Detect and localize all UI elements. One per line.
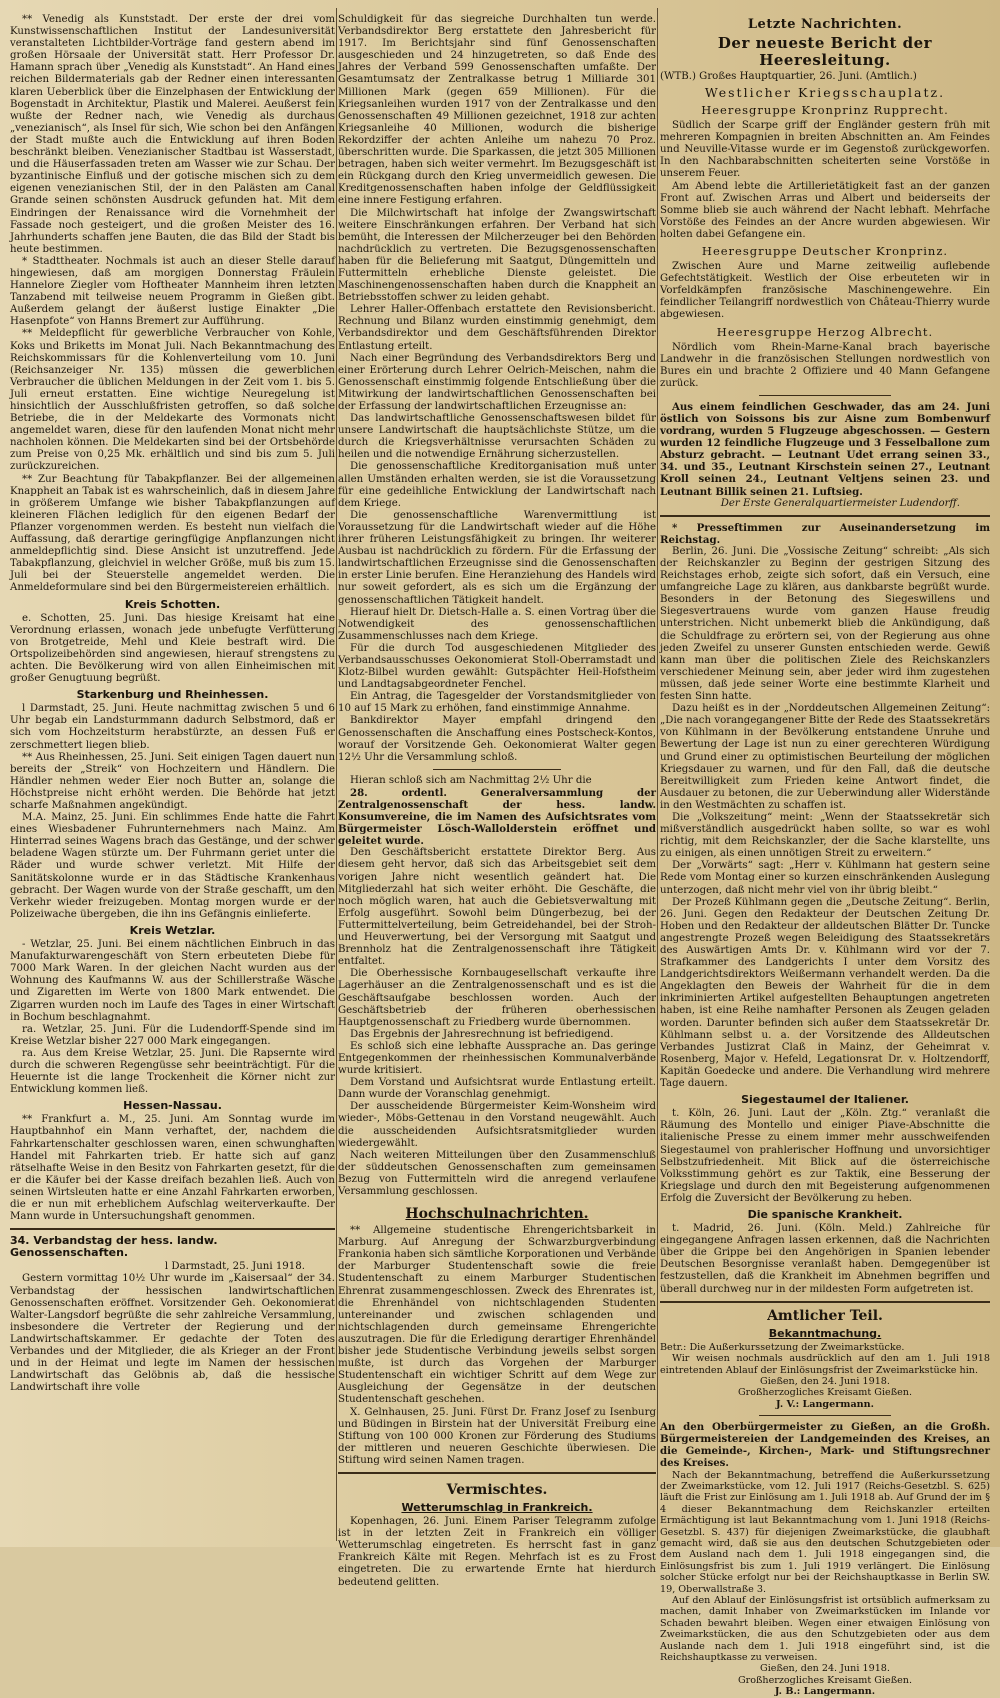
paragraph: Der „Vorwärts“ sagt: „Herr v. Kühlmann hat gestern seine Rede vom Montag einer so kurzen einschränkenden Auslegung unterzogen, daß nicht mehr viel von ihr übrig bleibt.“ (660, 860, 990, 896)
paragraph: Südlich der Scarpe griff der Engländer gestern früh mit mehreren Kompagnien in breiten Abschnitten an. Am Feindes und Neuville-Vitasse wurde er im Gegenstoß zurückgeworfen. In den Nachbarabschnitten scheiterten seine Vorstöße in unserem Feuer. (660, 120, 990, 180)
dateline: (WTB.) Großes Hauptquartier, 26. Juni. (Amtlich.) (660, 71, 917, 82)
article-frankfurt: ** Frankfurt a. M., 25. Juni. Am Sonntag wurde im Hauptbahnhof ein Mann verhaftet, der, nachdem die Fahrkartenschalter geschlossen waren, einen schwunghaften Handel mit Fahrkarten trieb. Er hatte sich auf ganz rätselhafte Weise in den Besitz von Fahrkarten gesetzt, für die er die Käufer bei der Kasse dreifach bezahlen ließ. Auch von seinen Wirtsleuten hatte er eine Anzahl Fahrkarten erworben, die er nun mit erheblichem Aufschlag weiterverkaufte. Der Mann wurde in Untersuchungshaft genommen. (10, 1114, 335, 1223)
paragraph: Wir weisen nochmals ausdrücklich auf den am 1. Juli 1918 eintretenden Ablauf der Einlösungsfrist der Zweimarkstücke hin. (660, 1353, 990, 1376)
heading-addressees: An den Oberbürgermeister zu Gießen, an die Großh. Bürgermeistereien der Landgemeinden des Kreises, an die Gemeinde-, Kirchen-, Mark- und Stiftungsrechner des Kreises. (660, 1421, 990, 1470)
paragraph: Nach weiteren Mitteilungen über den Zusammenschluß der süddeutschen Genossenschaften zum gemeinsamen Bezug von Futtermitteln wird die anregend verlaufene Versammlung geschlossen. (338, 1149, 656, 1197)
heading-pressestimmen: * Presseftimmen zur Auseinandersetzung im Reichstag. (660, 521, 990, 546)
paragraph: Die genossenschaftliche Kreditorganisation muß unter allen Umständen erhalten werden, sie ist die Voraussetzung für eine gedeihliche Entwicklung der Landwirtschaft nach dem Kriege. (338, 461, 656, 509)
column-rule (336, 8, 337, 1541)
heading-siegestaumel: Siegestaumel der Italiener. (741, 1093, 909, 1107)
article-verbandstag-cont: Schuldigkeit für das siegreiche Durchhalten tun werde. Verbandsdirektor Berg erstattete den Jahresbericht für 1917. Im Berichtsjahr sind fünf Genossenschaften ausgeschieden und 24 hinzugetreten, so daß Ende des Jahres der Verband 599 Genossenschaften umfaßte. Der Gesamtumsatz der Zentralkasse betrug 1 Milliarde 301 Millionen Mark (gegen 659 Millionen). Für die Kriegsanleihen wurden 1917 von der Zentralkasse und den Genossenschaften 49 Millionen gezeichnet, 1918 zur achten Kriegsanleihe 40 Millionen, wodurch die bisherige Rekordziffer der achten Anleihe um nahezu 70 Proz. überschritten wurde. Die Sparkassen, die jetzt 305 Millionen betragen, haben sich weiter vermehrt. Im Bezugsgeschäft ist ein Rückgang durch den Krieg unvermeidlich gewesen. Die Kreditgenossenschaften haben infolge der Geldflüssigkeit eine innere Festigung erfahren. (338, 14, 656, 207)
paragraph: Der ausscheidende Bürgermeister Keim-Wonsheim wird wieder-, Möbs-Gettenau in den Vorstand neugewählt. Auch die ausscheidenden Aufsichtsratsmitglieder wurden wiedergewählt. (338, 1101, 656, 1149)
article-wetter: Kopenhagen, 26. Juni. Einem Pariser Telegramm zufolge ist in der letzten Zeit in Frankreich ein völliger Wetterumschlag eingetreten. Es herrscht fast in ganz Frankreich Kälte mit Regen. Mehrfach ist es zu Frost eingetreten. Die zu erwartende Ernte hat hierdurch bedeutend gelitten. (338, 1516, 656, 1588)
signature: J. V.: Langermann. (776, 1398, 874, 1410)
column-left (10, 14, 335, 1539)
office: Großherzogliches Kreisamt Gießen. (737, 1674, 913, 1686)
heading-verbandstag: 34. Verbandstag der hess. landw. Genossenschaften. (10, 1234, 218, 1260)
section-heading-starkenburg: Starkenburg und Rheinhessen. (76, 688, 269, 702)
paragraph: Für die durch Tod ausgeschiedenen Mitglieder des Verbandsausschusses Oekonomierat Stoll-Oberramstadt und Klotz-Bilbel wurden gewählt: Gutspächter Heil-Hofstheim und Landtagsabgeordneter Fenchel. (338, 642, 656, 691)
heading-spanische-krankheit: Die spanische Krankheit. (747, 1207, 903, 1221)
heading-westlich: Westlicher Kriegsschauplatz. (704, 85, 946, 101)
paragraph: Das landwirtschaftliche Genossenschaftswesen bildet für unsere Landwirtschaft die hauptsächlichste Stütze, um die durch die Kriegsverhältnisse verursachten Schäden zu heilen und die notwendige Ernährung sicherzustellen. (338, 413, 656, 461)
section-heading-kreis-wetzlar: Kreis Wetzlar. (129, 923, 216, 937)
paragraph-flugzeuge: Aus einem feindlichen Geschwader, das am 24. Juni östlich von Soissons bis zur Aisne zum Bombenwurf vordrang, wurden 5 Flugzeuge abgeschossen. — Gestern wurden 12 feindliche Flugzeuge und 3 Fesselballone zum Absturz gebracht. — Leutnant Udet errang seinen 33., 34. und 35., Leutnant Kirschstein seinen 27., Leutnant Kroll seinen 24., Leutnant Veltjens seinen 23. und Leutnant Billik seinen 21. Luftsieg. (660, 400, 990, 498)
heading-generalversammlung: 28. ordentl. Generalversammlung der Zentralgenossenschaft der hess. landw. Konsumvereine, die im Namen des Aufsichtsrates vom Bürgermeister Lösch-Wallolderstein eröffnet und geleitet wurde. (338, 786, 656, 848)
heading-gruppe-rupprecht: Heeresgruppe Kronprinz Rupprecht. (701, 103, 949, 118)
article-wetzlar-1: - Wetzlar, 25. Juni. Bei einem nächtlichen Einbruch in das Manufakturwarengeschäft von Stern erbeuteten Diebe für 7000 Mark Waren. In der gleichen Nacht wurden aus der Wohnung des Kaufmanns W. aus der Schillerstraße Wäsche und Zigaretten im Werte von 1800 Mark entwendet. Die Zigarren wurden noch im Laufe des Tages in einer Wirtschaft in Bochum beschlagnahmt. (10, 939, 335, 1023)
column-middle (338, 14, 656, 1588)
paragraph: Am Abend lebte die Artillerietätigkeit fast an der ganzen Front auf. Zwischen Arras und Albert und beiderseits der Somme blieb sie auch während der Nacht lebhaft. Mehrfache Vorstöße des Feindes an der Ancre wurden abgewiesen. Wir holten dabei Gefangene ein. (660, 180, 990, 240)
divider (10, 1228, 335, 1230)
paragraph: Den Geschäftsbericht erstattete Direktor Berg. Aus diesem geht hervor, daß sich das Arbeitsgebiet seit dem vorigen Jahre nicht wesentlich geändert hat. Die Mitgliederzahl hat sich weiter erhöht. Die Geschäfte, die noch möglich waren, hat auch die Gebietsverwaltung mit Erfolg ausgeführt. Sowohl beim Düngerbezug, bei der Futtermittelverteilung, beim Getreidehandel, bei der Stroh- und Heuverwertung, bei der Versorgung mit Saatgut und Brennholz hat die Zentralgenossenschaft ihre Tätigkeit entfaltet. (338, 847, 656, 968)
divider (660, 515, 990, 517)
article-gelnhausen: X. Gelnhausen, 25. Juni. Fürst Dr. Franz Josef zu Isenburg und Büdingen in Birstein hat der Universität Freiburg eine Stiftung von 100 000 Kronen zur Förderung des Studiums der mittleren und neueren Geschichte überwiesen. Die Stiftung wird seinen Namen tragen. (338, 1406, 656, 1466)
column-rule (657, 8, 658, 1541)
paragraph: Die Oberhessische Kornbaugesellschaft verkaufte ihre Lagerhäuser an die Zentralgenossenschaft und es ist die Geschäftsaufgabe beschlossen worden. Auch der Geschäftsbetrieb der früheren oberhessischen Hauptgenossenschaft zu Friedberg wurde übernommen. (338, 968, 656, 1028)
paragraph: Hierauf hielt Dr. Dietsch-Halle a. S. einen Vortrag über die Notwendigkeit des genossenschaftlichen Zusammenschlusses nach dem Kriege. (338, 606, 656, 642)
paragraph: Ein Antrag, die Tagesgelder der Vorstandsmitglieder von 10 auf 15 Mark zu erhöhen, fand einstimmige Annahme. (338, 691, 656, 715)
heading-wetter: Wetterumschlag in Frankreich. (401, 1500, 593, 1514)
dateline: l Darmstadt, 25. Juni 1918. (164, 1261, 305, 1273)
headline-heeresbericht: Der neueste Bericht der Heeresleitung. (717, 34, 933, 69)
article-darmstadt: l Darmstadt, 25. Juni. Heute nachmittag zwischen 5 und 6 Uhr begab ein Landsturmmann dadurch Selbstmord, daß er sich vom Hochzeitsturm herabstürzte, an dessen Fuß er zerschmettert liegen blieb. (10, 703, 335, 751)
paragraph: Die genossenschaftliche Warenvermittlung ist Voraussetzung für die Landwirtschaft wieder auf die Höhe ihrer früheren Leistungsfähigkeit zu bringen. Ihr weiterer Ausbau ist nachdrücklich zu fördern. Für die Erfassung der landwirtschaftlichen Erzeugnisse sind die Genossenschaften in erster Linie berufen. Eine Heranziehung des Handels wird nur soweit gefordert, als es sich um die Ergänzung der genossenschaftlichen Tätigkeit handelt. (338, 509, 656, 606)
paragraph: Das Ergebnis der Jahresrechnung ist befriedigend. (350, 1028, 614, 1040)
signature-ludendorff: Der Erste Generalquartiermeister Ludendorff. (720, 497, 960, 509)
paragraph: Nördlich vom Rhein-Marne-Kanal brach bayerische Landwehr in die französischen Stellungen nordwestlich von Bures ein und brachte 2 Offiziere und 40 Mann Gefangene zurück. (660, 341, 990, 389)
office: Großherzogliches Kreisamt Gießen. (737, 1387, 913, 1399)
article-stadttheater: * Stadttheater. Nochmals ist auch an dieser Stelle darauf hingewiesen, daß am morgigen Donnerstag Fräulein Hannelore Ziegler vom Hoftheater Mannheim ihren letzten Tanzabend mit teilweise neuem Programm in Gießen gibt. Außerdem gelangt der äußerst lustige Einakter „Die Hasenpfote“ von Hanns Bremert zur Aufführung. (10, 255, 335, 328)
heading-bekanntmachung: Bekanntmachung. (768, 1326, 882, 1340)
date: Gießen, den 24. Juni 1918. (760, 1375, 890, 1387)
article-verbandstag: Gestern vormittag 10½ Uhr wurde im „Kaisersaal“ der 34. Verbandstag der hessischen landwirtschaftlichen Genossenschaften eröffnet. Vorsitzender Geh. Oekonomierat Walter-Langsdorf begrüßte die sehr zahlreiche Versammlung, insbesondere die Vertreter der Regierung und der Landwirtschaftskammer. Er gedachte der Toten des Verbandes und der Mitglieder, die als Krieger an der Front und in der Heimat und legte im Namen der hessischen Landwirtschaft das Gelöbnis ab, daß die hessische Landwirtschaft ihre volle (10, 1273, 335, 1394)
article-rheinhessen: ** Aus Rheinhessen, 25. Juni. Seit einigen Tagen dauert nun bereits der „Streik“ von Hochzeitern und Händlern. Die Händler nehmen weder Eier noch Butter an, solange die Höchstpreise nicht erhöht werden. Die Behörde hat jetzt scharfe Maßnahmen angekündigt. (10, 751, 335, 811)
article-ehrengericht: ** Allgemeine studentische Ehrengerichtsbarkeit in Marburg. Auf Anregung der Schwarzburgverbindung Frankonia haben sich sämtliche Korporationen und Verbände der Marburger Studentenschaft sowie die freie Studentenschaft zu einem Marburger Studentischen Ehrenrat zusammengeschlossen. Zweck des Ehrenrates ist, die Ehrenhändel von nichtschlagenden Studenten untereinander und zwischen schlagenden und nichtschlagenden durch gemeinsame Ehrengerichte auszutragen. Die für die Erledigung derartiger Ehrenhändel bisher jede Studentische Verbindung jeweils selbst sorgen mußte, ist durch das Vorgehen der Marburger Studentenschaft ein wichtiger Schritt auf dem Wege zur Ausgleichung der Gegensätze in der deutschen Studentenschaft geschehen. (338, 1225, 656, 1406)
paragraph: Es schloß sich eine lebhafte Aussprache an. Das geringe Entgegenkommen der rheinhessischen Kommunalverbände wurde kritisiert. (338, 1040, 656, 1077)
section-heading-amtlich: Amtlicher Teil. (767, 1307, 883, 1324)
paragraph-prozess: Der Prozeß Kühlmann gegen die „Deutsche Zeitung“. Berlin, 26. Juni. Gegen den Redakteur der Deutschen Zeitung Dr. Hoben und den Redakteur der alldeutschen Blätter Dr. Tuncke angestrengte Prozeß wegen Beleidigung des Staatssekretärs des Auswärtigen Amts Dr. v. Kühlmann wird vor der 7. Strafkammer des Landgerichts I unter dem Vorsitz des Landgerichtsdirektors Weißermann verhandelt werden. Da die Angeklagten den Beweis der Wahrheit für die in dem inkriminierten Artikel aufgestellten Behauptungen angetreten haben, ist eine Reihe namhafter Personen als Zeugen geladen worden. Darunter befinden sich außer dem Staatssekretär Dr. Kühlmann selbst u. a. der Vorsitzende des Alldeutschen Verbandes Justizrat Claß in Mainz, der Geheimrat v. Rosenberg, Major v. Hefeld, Legationsrat Dr. v. Holtzendorff, Kapitän Goedecke und andere. Die Verhandlung wird mehrere Tage dauern. (660, 896, 990, 1090)
section-heading-vermischtes: Vermischtes. (446, 1481, 548, 1498)
divider (433, 769, 560, 770)
paragraph: Die Milchwirtschaft hat infolge der Zwangswirtschaft weitere Einschränkungen erfahren. Der Verband hat sich bemüht, die Interessen der Milcherzeuger bei den Behörden nachdrücklich zu vertreten. Die Bezugsgenossenschaften haben für die Belieferung mit Saatgut, Düngemitteln und Futtermitteln erhebliche Dienste geleistet. Die Maschinengenossenschaften haben durch die Knappheit an Betriebsstoffen schwer zu leiden gehabt. (338, 207, 656, 304)
divider (338, 1472, 656, 1474)
date: Gießen, den 24. Juni 1918. (760, 1663, 890, 1675)
paragraph: Lehrer Haller-Offenbach erstattete den Revisionsbericht. Rechnung und Bilanz wurden einstimmig genehmigt, dem Verbandsdirektor und dem Geschäftsführenden Direktor Entlastung erteilt. (338, 304, 656, 352)
signature: J. B.: Langermann. (774, 1686, 876, 1698)
article-wetzlar-3: ra. Aus dem Kreise Wetzlar, 25. Juni. Die Rapsernte wird durch die schweren Regengüsse sehr beeinträchtigt. Für die Heuernte ist die lange Trockenheit die Körner nicht zur Entwicklung kommen ließ. (10, 1047, 335, 1096)
divider (759, 395, 891, 396)
article-mainz: M.A. Mainz, 25. Juni. Ein schlimmes Ende hatte die Fahrt eines Wiesbadener Fuhrunternehmers nach Mainz. Am Hinterrad seines Wagens brach das Gestänge, und der schwer beladene Wagen stürzte um. Der Fuhrmann geriet unter die Räder und wurde schwer verletzt. Mit Hilfe der Sanitätskolonne wurde er in das Städtische Krankenhaus gebracht. Der Wagen wurde von der Straße geschafft, um den Verkehr wieder freizugeben. Montag morgen wurde er der Polizeiwache übergeben, die ihn ins Gefängnis einlieferte. (10, 812, 335, 920)
divider (660, 1301, 990, 1303)
heading-gruppe-albrecht: Heeresgruppe Herzog Albrecht. (716, 324, 934, 339)
column-right (660, 14, 990, 1698)
article-tabak: ** Zur Beachtung für Tabakpflanzer. Bei der allgemeinen Knappheit an Tabak ist es wahrscheinlich, daß in diesem Jahre in größerem Umfange wie bisher Tabakpflanzungen auf kleineren Flächen lediglich für den eigenen Bedarf der Pflanzer vorgenommen werden. Es besteht nun vielfach die Auffassung, daß derartige geringfügige Anpflanzungen nicht anmeldepflichtig sind. Diese Ansicht ist unzutreffend. Jede Tabakpflanzung, gleichviel in welcher Größe, muß bis zum 15. Juli bei der Steuerstelle angemeldet werden. Die Anmeldeformulare sind bei den Bürgermeistereien erhältlich. (10, 473, 335, 594)
section-heading-kreis-schotten: Kreis Schotten. (124, 597, 221, 611)
paragraph: Nach einer Begründung des Verbandsdirektors Berg und einer Erörterung durch Lehrer Oelrich-Meischen, nahm die Genossenschaft einstimmig folgende Entschließung über die Mitwirkung der landwirtschaftlichen Genossenschaften bei der Erfassung der landwirtschaftlichen Erzeugnisse an: (338, 352, 656, 412)
paragraph: t. Madrid, 26. Juni. (Köln. Meld.) Zahlreiche für eingegangene Anfragen lassen erkennen, daß die Nachrichten über die Grippe bei den Angehörigen in Spanien lebender Deutschen Besorgnisse veranlaßt haben. Demgegenüber ist festzustellen, daß die Krankheit im Abnehmen begriffen und überall durchweg nur in der mildesten Form aufgetreten ist. (660, 1223, 990, 1295)
section-heading-letzte: Letzte Nachrichten. (747, 17, 903, 32)
article-schotten: e. Schotten, 25. Juni. Das hiesige Kreisamt hat eine Verordnung erlassen, wonach jede unbefugte Verfütterung von Brotgetreide, Mehl und Kleie bestraft wird. Die Ortspolizeibehörden sind angewiesen, hierauf strengstens zu achten. Die Bevölkerung wird von allen Einheimischen mit großer Genugtuung begrüßt. (10, 612, 335, 685)
heading-gruppe-kronprinz: Heeresgruppe Deutscher Kronprinz. (701, 244, 949, 259)
article-venedig: ** Venedig als Kunststadt. Der erste der drei vom Kunstwissenschaftlichen Institut der Landesuniversität veranstalteten Lichtbilder-Vorträge fand gestern abend im großen Hörsaale der Universität statt. Herr Professor Dr. Hamann sprach über „Venedig als Kunststadt“. An Hand eines reichen Bildermaterials gab der Redner einen interessanten klaren Ueberblick über die Einzelphasen der Entwicklung der Bogenstadt in Architektur, Plastik und Malerei. Aeußerst fein wußte der Redner nach, wie Venedig als durchaus „venezianisch“, als Insel für sich, Wie schon bei den Anfängen der Stadt mußte auch die Entwicklung auf ihren Boden beschränkt bleiben. Venezianischer Stadtbau ist Wasserstadt, und die Häuserfassaden treten am Wasser wie zur Schau. Der byzantinische Einfluß und der gotische mischen sich zu dem eigenen venezianischen Stil, der in den Palästen am Canal Grande seinen schönsten Ausdruck gefunden hat. Mit dem Eindringen der Renaissance wird die Vornehmheit der Fassade noch gesteigert, und die großen Meister des 16. Jahrhunderts schaffen jene Bauten, die das Bild der Stadt bis heute bestimmen. (10, 14, 335, 255)
paragraph: t. Köln, 26. Juni. Laut der „Köln. Ztg.“ veranlaßt die Räumung des Montello und einiger Piave-Abschnitte die italienische Presse zu einem immer mehr ausschweifenden Siegestaumel von prahlerischer Hoffnung und unvorsichtiger Selbstzufriedenheit. Mit Blick auf die österreichische Volksstimmung gehört es zur Taktik, eine Besserung der Kriegslage und durch den mit Begeisterung aufgenommenen Erfolg die Zuversicht der Bevölkerung zu heben. (660, 1108, 990, 1204)
section-heading-hochschul: Hochschulnachrichten. (405, 1206, 589, 1223)
article-wetzlar-2: ra. Wetzlar, 25. Juni. Für die Ludendorff-Spende sind im Kreise Wetzlar bisher 227 000 Mark eingegangen. (10, 1023, 335, 1047)
divider (759, 1415, 891, 1416)
article-meldepflicht: ** Meldepflicht für gewerbliche Verbraucher von Kohle, Koks und Briketts im Monat Juli. Nach Bekanntmachung des Reichskommissars für die Kohlenverteilung vom 10. Juni (Reichsanzeiger Nr. 135) müssen die gewerblichen Verbraucher die üblichen Meldungen in der Zeit vom 1. bis 5. Juli erneut erstatten. Eine wichtige Neuregelung ist hinsichtlich der Ausschlußfristen getroffen, so daß solche Betriebe, die in der Meldekarte des Vormonats nicht angemeldet waren, diese für den laufenden Monat nicht mehr nachholen können. Die Meldekarten sind bei der Ortsbehörde zum Preise von 0,25 Mk. erhältlich und sind bis zum 5. Juli zurückzureichen. (10, 328, 335, 473)
paragraph: Nach der Bekanntmachung, betreffend die Außerkurssetzung der Zweimarkstücke, vom 12. Juli 1917 (Reichs-Gesetzbl. S. 625) läuft die Frist zur Einlösung am 1. Juli 1918 ab. Auf Grund der im § 4 dieser Bekanntmachung dem Reichskanzler erteilten Ermächtigung ist laut Bekanntmachung vom 1. Juni 1918 (Reichs-Gesetzbl. S. 437) für diejenigen Zweimarkstücke, die glaubhaft gemacht wird, daß sie aus den deutschen Schutzgebieten oder dem Ausland nach dem 1. Juli 1918 eingegangen sind, die Einlösungsfrist bis zum 1. Juli 1919 verlängert. Die Einlösung solcher Stücke erfolgt nur bei der Reichshauptkasse in Berlin SW. 19, Oberwallstraße 3. (660, 1469, 990, 1595)
paragraph: Zwischen Aure und Marne zeitweilig auflebende Gefechtstätigkeit. Westlich der Oise erbeuteten wir in Vorfeldkämpfen französische Maschinengewehre. Ein feindlicher Teilangriff nordwestlich von Château-Thierry wurde abgewiesen. (660, 261, 990, 321)
paragraph: Berlin, 26. Juni. Die „Vossische Zeitung“ schreibt: „Als sich der Reichskanzler zu Beginn der gestrigen Sitzung des Reichstages erhob, zeigte sich sofort, daß ein Versuch, eine umfangreiche Lage zu klären, aus dankbarste begrüßt wurde. Besonders in der Betonung des Siegeswillens und Siegesvertrauens wurde vom ganzen Hause freudig unterstrichen. Nicht unbemerkt blieb die Ankündigung, daß die Schuldfrage zu erörtern sei, von der Regierung aus ohne jeden Zweifel zu unserer Gunsten entschieden werde. Gewiß kann man über die politischen Ziele des Reichskanzlers verschiedener Meinung sein, aber jeder wird ihm zugestehen müssen, daß jede seiner Worte eine bestimmte Klarheit und festen Sinn hatte. (660, 545, 990, 703)
section-heading-hessen-nassau: Hessen-Nassau. (123, 1099, 222, 1113)
paragraph: Auf den Ablauf der Einlösungsfrist ist ortsüblich aufmerksam zu machen, damit Inhaber von Zweimarkstücken im Inlande vor Schaden bewahrt bleiben. Wegen einer etwaigen Einlösung von Zweimarkstücken, die aus den Schutzgebieten oder aus dem Auslande nach dem 1. Juli 1918 eingeführt sind, ist die Reichshauptkasse zu verweisen. (660, 1595, 990, 1664)
paragraph: Die „Volkszeitung“ meint: „Wenn der Staatssekretär sich mißverständlich ausgedrückt haben sollte, so war es wohl richtig, mit dem Reichskanzler, der die Sache klarstellte, uns zu einigen, als einen unnötigen Streit zu erweitern.“ (660, 811, 990, 860)
paragraph: Dazu heißt es in der „Norddeutschen Allgemeinen Zeitung“: „Die nach vorangegangener Bitte der Rede des Staatssekretärs von Kühlmann in der Bevölkerung entstandene Unruhe und Bewertung der Lage ist nun zu einer gerechteren Würdigung und Grund einer zu optimistischen Beurteilung der möglichen Kriegsdauer zu warnen, und für den Fall, daß die deutsche Bereitwilligkeit zum Frieden keine Antwort findet, die Ausdauer zu betonen, die zur Ueberwindung aller Widerstände in den Westmächten zu schaffen ist. (660, 703, 990, 811)
paragraph: Hieran schloß sich am Nachmittag 2½ Uhr die (350, 774, 592, 786)
paragraph: Bankdirektor Mayer empfahl dringend den Genossenschaften die Anschaffung eines Postscheck-Kontos, worauf der Vorsitzende Geh. Oekonomierat Walter gegen 12½ Uhr die Versammlung schloß. (338, 715, 656, 763)
betreff: Betr.: Die Außerkurssetzung der Zweimarkstücke. (660, 1341, 905, 1353)
paragraph: Dem Vorstand und Aufsichtsrat wurde Entlastung erteilt. Dann wurde der Voranschlag genehmigt. (338, 1077, 656, 1101)
